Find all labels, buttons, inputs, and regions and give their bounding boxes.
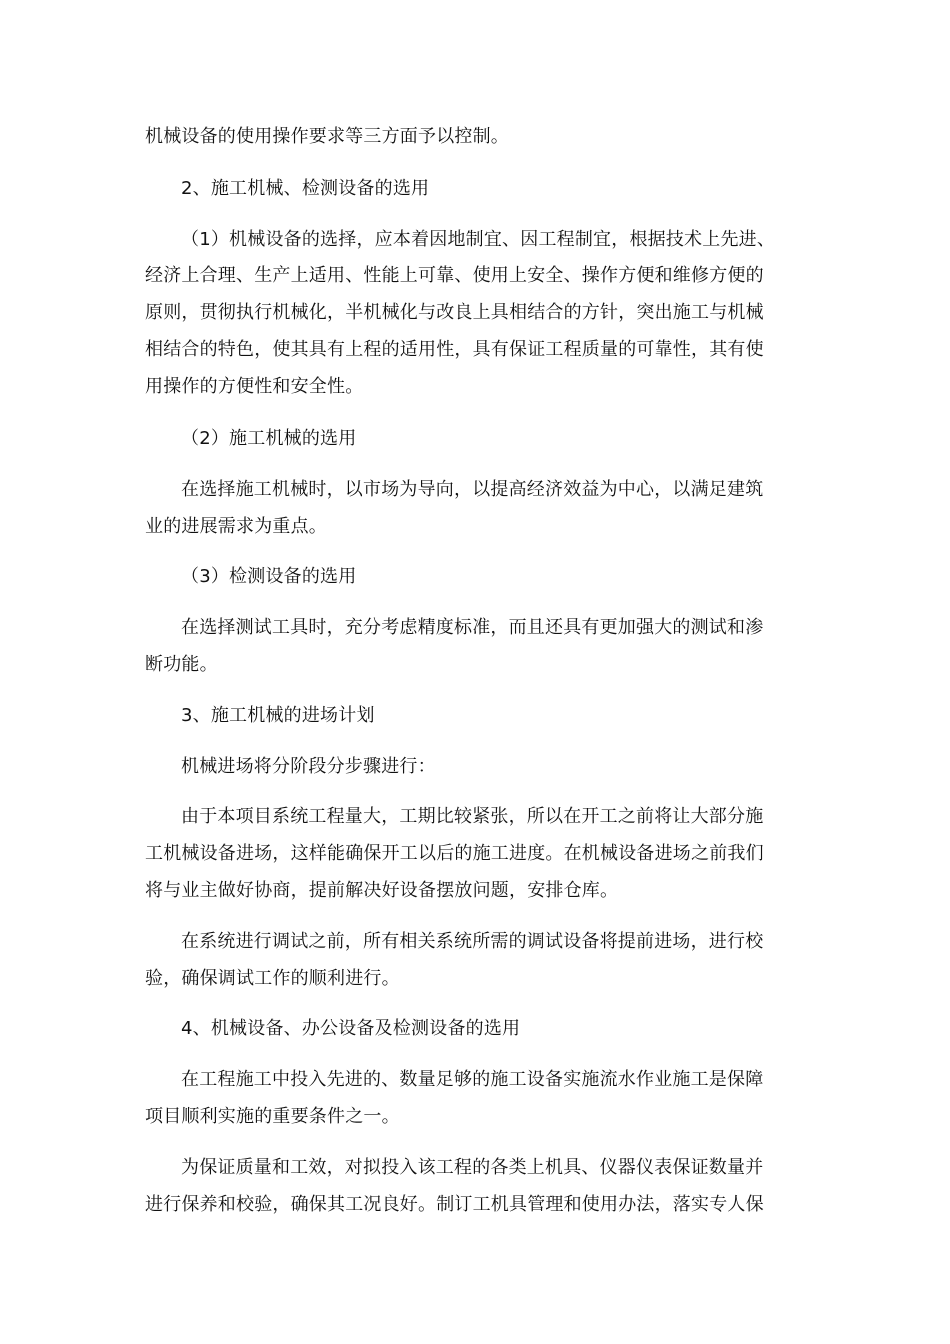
section-heading: 4、机械设备、办公设备及检测设备的选用: [181, 1018, 521, 1039]
text-line: 机械进场将分阶段分步骤进行：: [181, 756, 436, 777]
text-line: 项目顺利实施的重要条件之一。: [145, 1106, 400, 1127]
text-line: 进行保养和校验，确保其工况良好。制订工机具管理和使用办法，落实专人保: [145, 1194, 764, 1215]
text-line: 经济上合理、生产上适用、性能上可靠、使用上安全、操作方便和维修方便的: [145, 265, 764, 286]
text-line: 验，确保调试工作的顺利进行。: [145, 968, 400, 989]
text-line: 机械设备的使用操作要求等三方面予以控制。: [145, 126, 509, 147]
text-line: 相结合的特色，使其具有上程的适用性，具有保证工程质量的可靠性，其有使: [145, 339, 764, 360]
text-line: 在选择施工机械时，以市场为导向，以提高经济效益为中心，以满足建筑: [181, 479, 764, 500]
text-line: 工机械设备进场，这样能确保开工以后的施工进度。在机械设备进场之前我们: [145, 843, 764, 864]
text-line: 由于本项目系统工程量大，工期比较紧张，所以在开工之前将让大部分施: [181, 806, 764, 827]
text-line: 断功能。: [145, 654, 218, 675]
text-line: 在选择测试工具时，充分考虑精度标准，而且还具有更加强大的测试和渗: [181, 617, 764, 638]
section-heading: 3、施工机械的进场计划: [181, 705, 375, 726]
subsection-heading: （2）施工机械的选用: [181, 428, 357, 449]
text-line: 将与业主做好协商，提前解决好设备摆放问题，安排仓库。: [145, 880, 619, 901]
text-line: 业的进展需求为重点。: [145, 516, 327, 537]
text-line: 为保证质量和工效，对拟投入该工程的各类上机具、仪器仪表保证数量并: [181, 1157, 764, 1178]
subsection-heading: （3）检测设备的选用: [181, 566, 357, 587]
text-line: 用操作的方便性和安全性。: [145, 376, 364, 397]
section-heading: 2、施工机械、检测设备的选用: [181, 178, 430, 199]
text-line: （1）机械设备的选择，应本着因地制宜、因工程制宜，根据技术上先进、: [181, 229, 776, 250]
text-line: 原则，贯彻执行机械化，半机械化与改良上具相结合的方针，突出施工与机械: [145, 302, 764, 323]
text-line: 在工程施工中投入先进的、数量足够的施工设备实施流水作业施工是保障: [181, 1069, 764, 1090]
text-line: 在系统进行调试之前，所有相关系统所需的调试设备将提前进场，进行校: [181, 931, 764, 952]
